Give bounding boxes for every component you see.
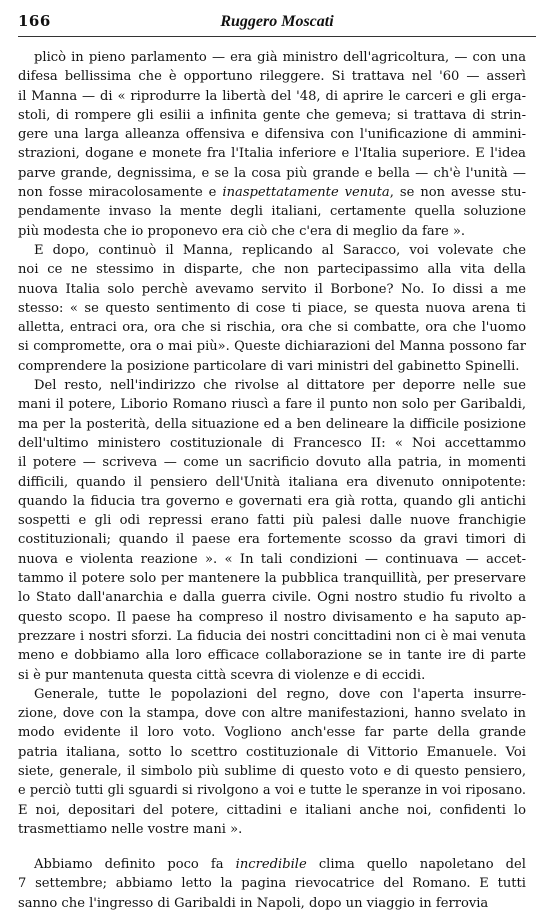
text-line: nuova Italia solo perchè avevamo servito il Borbone? No. Io dissi a me [18,281,526,297]
text-line: ma per la posterità, della situazione ed a ben delineare la difficile posizione [18,416,526,432]
text-line: si compromette, ora o mai più». Queste dichiarazioni del Manna possono far [18,339,526,355]
text-line: trasmettiamo nelle vostre mani ». [18,821,243,837]
italic-phrase: incredibile [235,857,307,873]
text-segment: , se non avesse stu- [389,185,526,201]
text-line: e perciò tutti gli sguardi si rivolgono a voi e tutte le speranze in voi riposano. [18,783,526,799]
text-line: sanno che l'ingresso di Garibaldi in Napoli, dopo un viaggio in ferrovia [18,895,489,911]
text-line: quando la fiducia tra governo e governati era già rotta, quando gli antichi [18,493,526,509]
text-line: si è pur mantenuta questa città scevra di violenze e di eccidi. [18,667,426,683]
text-line [18,183,526,202]
text-line: alletta, entraci ora, ora che si rischia, ora che si combatte, ora che l'uomo [18,320,526,336]
text-line: siete, generale, il simbolo più sublime di questo voto e di questo pensiero, [18,763,526,779]
text-line: Generale, tutte le popolazioni del regno, dove con l'aperta insurre- [34,686,526,702]
text-line: E dopo, continuò il Manna, replicando al Saracco, voi volevate che [34,242,526,258]
header-rule [18,36,536,37]
paragraph [18,855,526,913]
text-line: noi ce ne stessimo in disparte, che non partecipassimo alla vita della [18,262,526,278]
text-line: difesa bellissima che è opportuno rileggere. Si trattava nel '60 — asserì [18,69,526,85]
text-line: stesso: « se questo sentimento di cose ti piace, se questa nuova arena ti [18,300,526,316]
text-segment: non fosse miracolosamente e [18,185,223,201]
text-line: pendamente invaso la mente degli italiani, certamente quella soluzione [18,204,526,220]
running-head: Ruggero Moscati [220,13,334,30]
page-number: 166 [18,12,51,30]
text-line: costituzionali; quando il paese era fortemente scosso da gravi timori di [18,532,526,548]
text-line: patria italiana, sotto lo scettro costituzionale di Vittorio Emanuele. Voi [18,744,526,760]
text-line: modo evidente il loro voto. Vogliono anch'esse far parte della grande [18,725,526,741]
paragraph-gap [18,839,526,855]
text-line: comprendere la posizione particolare di vari ministri del gabinetto Spinelli. [18,358,520,374]
text-line: E noi, depositari del potere, cittadini e italiani anche noi, confidenti lo [18,802,526,818]
text-line: zione, dove con la stampa, dove con altre manifestazioni, hanno svelato in [18,706,526,722]
text-line: Del resto, nell'indirizzo che rivolse al dittatore per deporre nelle sue [34,378,526,394]
text-line: più modesta che io proponevo era ciò che c'era di meglio da fare ». [18,223,466,239]
text-line: plicò in pieno parlamento — era già ministro dell'agricoltura, — con una [34,50,526,65]
text-line: meno e dobbiamo alla loro efficace collaborazione se in tante ire di parte [18,648,526,664]
text-line: mani il potere, Liborio Romano riuscì a fare il punto non solo per Garibaldi, [18,397,526,413]
text-line: parve grande, degnissima, e se la cosa più grande e bella — ch'è l'unità — [18,165,526,181]
text-line: sospetti e gli odi repressi erano fatti più palesi dalle nuove franchigie [18,513,526,529]
text-line: lo Stato dall'anarchia e dalla guerra civile. Ogni nostro studio fu rivolto a [18,590,526,606]
text-line: il Manna — di « riprodurre la libertà del '48, di aprire le carceri e gli erga- [18,88,526,104]
text-line [18,855,526,874]
text-segment: Abbiamo definito poco fa [34,857,236,873]
text-line: dell'ultimo ministero costituzionale di Francesco II: « Noi accettammo [18,435,526,451]
text-line: stoli, di rompere gli esilii a infinita gente che gemeva; si trattava di strin- [18,107,526,123]
body-text [18,48,526,913]
text-line: prezzare i nostri sforzi. La fiducia dei nostri concittadini non ci è mai venuta [18,628,526,644]
text-line: tammo il potere solo per mantenere la pubblica tranquillità, per preservare [18,571,526,587]
text-line: gere una larga alleanza offensiva e difensiva con l'unificazione di ammini- [18,127,526,143]
text-line: il potere — scriveva — come un sacrificio dovuto alla patria, in momenti [18,455,526,471]
text-line: difficili, quando il pensiero dell'Unità italiana era divenuto onnipotente: [18,474,526,490]
paragraph [18,376,526,685]
text-line: nuova e violenta reazione ». « In tali condizioni — continuava — accet- [18,551,526,567]
page-header [18,12,536,34]
italic-phrase: inaspettatamente venuta [222,185,390,201]
text-line: strazioni, dogane e monete fra l'Italia inferiore e l'Italia superiore. E l'idea [18,146,526,162]
text-line: questo scopo. Il paese ha compreso il nostro divisamento e ha saputo ap- [18,609,526,625]
paragraph [18,241,526,376]
paragraph [18,48,526,241]
text-segment: clima quello napoletano del [306,857,526,873]
paragraph [18,685,526,839]
text-line: 7 settembre; abbiamo letto la pagina rievocatrice del Romano. E tutti [18,876,526,892]
